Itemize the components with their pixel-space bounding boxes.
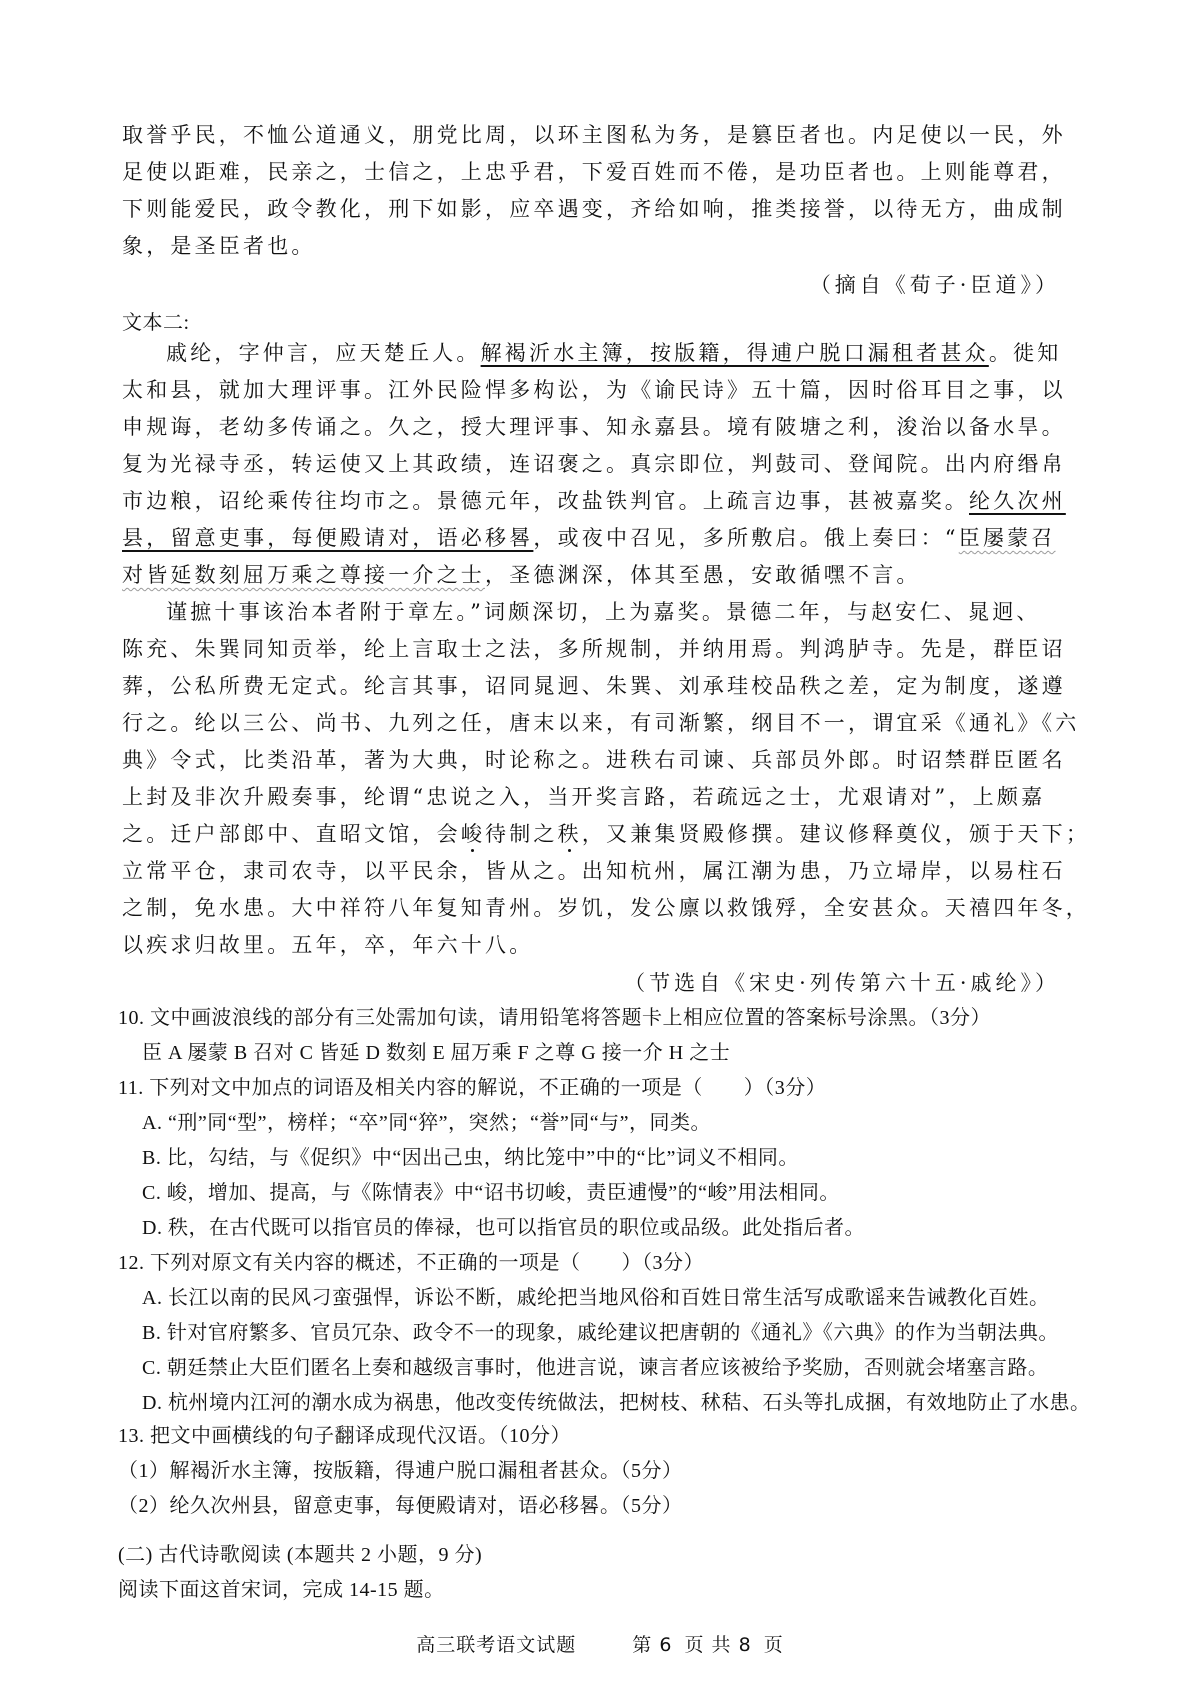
text-span: 戚纶，字仲言，应天楚丘人。 [166,341,481,365]
text1-source: （摘自《荀子·臣道》） [809,273,1060,297]
question-12-option-d: D. 杭州境内江河的潮水成为祸患，他改变传统做法，把树枝、秫秸、石头等扎成捆，有效地防止了水患。 [142,1392,1091,1414]
question-11-option-a: A. “刑”同“型”，榜样；“卒”同“猝”，突然；“誉”同“与”，同类。 [142,1112,711,1134]
text-span: ，圣德渊深，体其至愚，安敢循嘿不言。 [485,563,921,587]
text2-p1-line [122,523,1082,553]
text2-p1-line: 申规诲，老幼多传诵之。久之，授大理评事、知永嘉县。境有陂塘之利，浚治以备水旱。 [122,415,1066,439]
text-span: 之。迁户部郎中、直昭文馆，会 [122,822,461,846]
underlined-sentence-2: 县，留意吏事，每便殿请对，语必移晷 [122,526,534,550]
wavy-line-passage: 臣屡蒙召 [958,526,1056,550]
page-label: 第 [632,1634,653,1656]
question-12-option-c: C. 朝廷禁止大臣们匿名上奏和越级言事时，他进言说，谏言者应该被给予奖励，否则就会堵塞言路。 [142,1357,1049,1379]
page-label: 页 [763,1634,784,1656]
text2-p1-line: 太和县，就加大理评事。江外民险悍多构讼，为《谕民诗》五十篇，因时俗耳目之事，以 [122,378,1066,402]
underlined-sentence-2: 纶久次州 [969,489,1066,513]
text1-line: 象，是圣臣者也。 [122,234,316,258]
question-13-sentence-2: （2）纶久次州县，留意吏事，每便殿请对，语必移晷。（5分） [118,1495,683,1517]
text2-p2-line: 行之。纶以三公、尚书、九列之任，唐末以来，有司渐繁，纲目不一，谓宜采《通礼》《六 [122,711,1080,735]
text1-line: 取誉乎民，不恤公道通义，朋党比周，以环主图私为务，是篡臣者也。内足使以一民，外 [122,123,1066,147]
page-label: 页 共 [684,1634,732,1656]
question-11-option-b: B. 比，勾结，与《促织》中“因出己虫，纳比笼中”中的“比”词义不相同。 [142,1147,799,1169]
question-12-option-b: B. 针对官府繁多、官员冗杂、政令不一的现象，戚纶建议把唐朝的《通礼》《六典》的作为当朝法典。 [142,1322,1059,1344]
question-10-stem: 10. 文中画波浪线的部分有三处需加句读，请用铅笔将答题卡上相应位置的答案标号涂黑。（3分） [118,1007,991,1029]
text-span: 。徙知 [988,341,1062,365]
text2-p2-line: 典》令式，比类沿革，著为大典，时论称之。进秩右司谏、兵部员外郎。时诏禁群臣匿名 [122,748,1066,772]
text2-p2-line: 以疾求归故里。五年，卒，年六十八。 [122,933,534,957]
text-span: 市边粮，诏纶乘传往均市之。景德元年，改盐铁判官。上疏言边事，甚被嘉奖。 [122,489,969,513]
wavy-line-passage: 对皆延数刻屈万乘之尊接一介之士 [122,563,485,587]
question-12-option-a: A. 长江以南的民风刁蛮强悍，诉讼不断，戚纶把当地风俗和百姓日常生活写成歌谣来告诫教化百姓。 [142,1287,1050,1309]
question-13-sentence-1: （1）解褐沂水主簿，按版籍，得逋户脱口漏租者甚众。（5分） [118,1460,683,1482]
dotted-word: 峻 [460,822,486,846]
text2-p1-line [122,560,1082,590]
text2-p1-line [122,486,1082,516]
page-number: 6 [659,1634,678,1656]
question-12-stem: 12. 下列对原文有关内容的概述，不正确的一项是（ ）（3分） [118,1252,704,1274]
dotted-word: 秩 [557,822,582,846]
question-11-stem: 11. 下列对文中加点的词语及相关内容的解说，不正确的一项是（ ）（3分） [118,1077,827,1099]
text2-p2-line: 陈充、朱巽同知贡举，纶上言取士之法，多所规制，并纳用焉。判鸿胪寺。先是，群臣诏 [122,637,1066,661]
exam-title: 高三联考语文试题 [416,1634,577,1656]
question-11-option-c: C. 峻，增加、提高，与《陈情表》中“诏书切峻，责臣逋慢”的“峻”用法相同。 [142,1182,840,1204]
question-13-stem: 13. 把文中画横线的句子翻译成现代汉语。（10分） [118,1425,571,1447]
page-total: 8 [738,1634,757,1656]
text1-line: 足使以距难，民亲之，士信之，上忠乎君，下爱百姓而不倦，是功臣者也。上则能尊君， [122,160,1066,184]
text2-heading: 文本二: [122,312,190,334]
text-span: ，或夜中召见，多所敷启。俄上奏曰：“ [533,526,959,550]
text2-p2-line: 谨摭十事该治本者附于章左。”词颇深切，上为嘉奖。景德二年，与赵安仁、晁迥、 [166,600,1041,624]
question-10-options: 臣 A 屡蒙 B 召对 C 皆延 D 数刻 E 屈万乘 F 之尊 G 接一介 H 之士 [142,1042,731,1064]
text2-p1-line: 复为光禄寺丞，转运使又上其政绩，连诏褒之。真宗即位，判鼓司、登闻院。出内府缗帛 [122,452,1066,476]
text2-p1-line [166,338,1126,368]
text-span: 待制之 [485,822,558,846]
text2-p2-line: 之制，免水患。大中祥符八年复知青州。岁饥，发公廪以救饿殍，全安甚众。天禧四年冬， [122,896,1090,920]
question-11-option-d: D. 秩，在古代既可以指官员的俸禄，也可以指官员的职位或品级。此处指后者。 [142,1217,865,1239]
text1-line: 下则能爱民，政令教化，刑下如影，应卒遇变，齐给如响，推类接誉，以待无方，曲成制 [122,197,1066,221]
text2-p2-line [122,819,1091,849]
section-2-instruction: 阅读下面这首宋词，完成 14-15 题。 [118,1579,445,1601]
text2-p2-line: 葬，公私所费无定式。纶言其事，诏同晁迥、朱巽、刘承珪校品秩之差，定为制度，遂遵 [122,674,1066,698]
section-2-heading: (二) 古代诗歌阅读 (本题共 2 小题，9 分) [118,1544,483,1566]
text2-source: （节选自《宋史·列传第六十五·戚纶》） [624,971,1060,995]
page-footer [0,1630,1200,1657]
underlined-sentence-1: 解褐沂水主簿，按版籍，得逋户脱口漏租者甚众 [480,341,989,365]
text-span: ，又兼集贤殿修撰。建议修释奠仪，颁于天下； [581,822,1091,846]
text2-p2-line: 上封及非次升殿奏事，纶谓“忠说之入，当开奖言路，若疏远之士，尤艰请对”，上颇嘉 [122,785,1046,809]
text2-p2-line: 立常平仓，隶司农寺，以平民余，皆从之。出知杭州，属江潮为患，乃立埽岸，以易柱石 [122,859,1066,883]
